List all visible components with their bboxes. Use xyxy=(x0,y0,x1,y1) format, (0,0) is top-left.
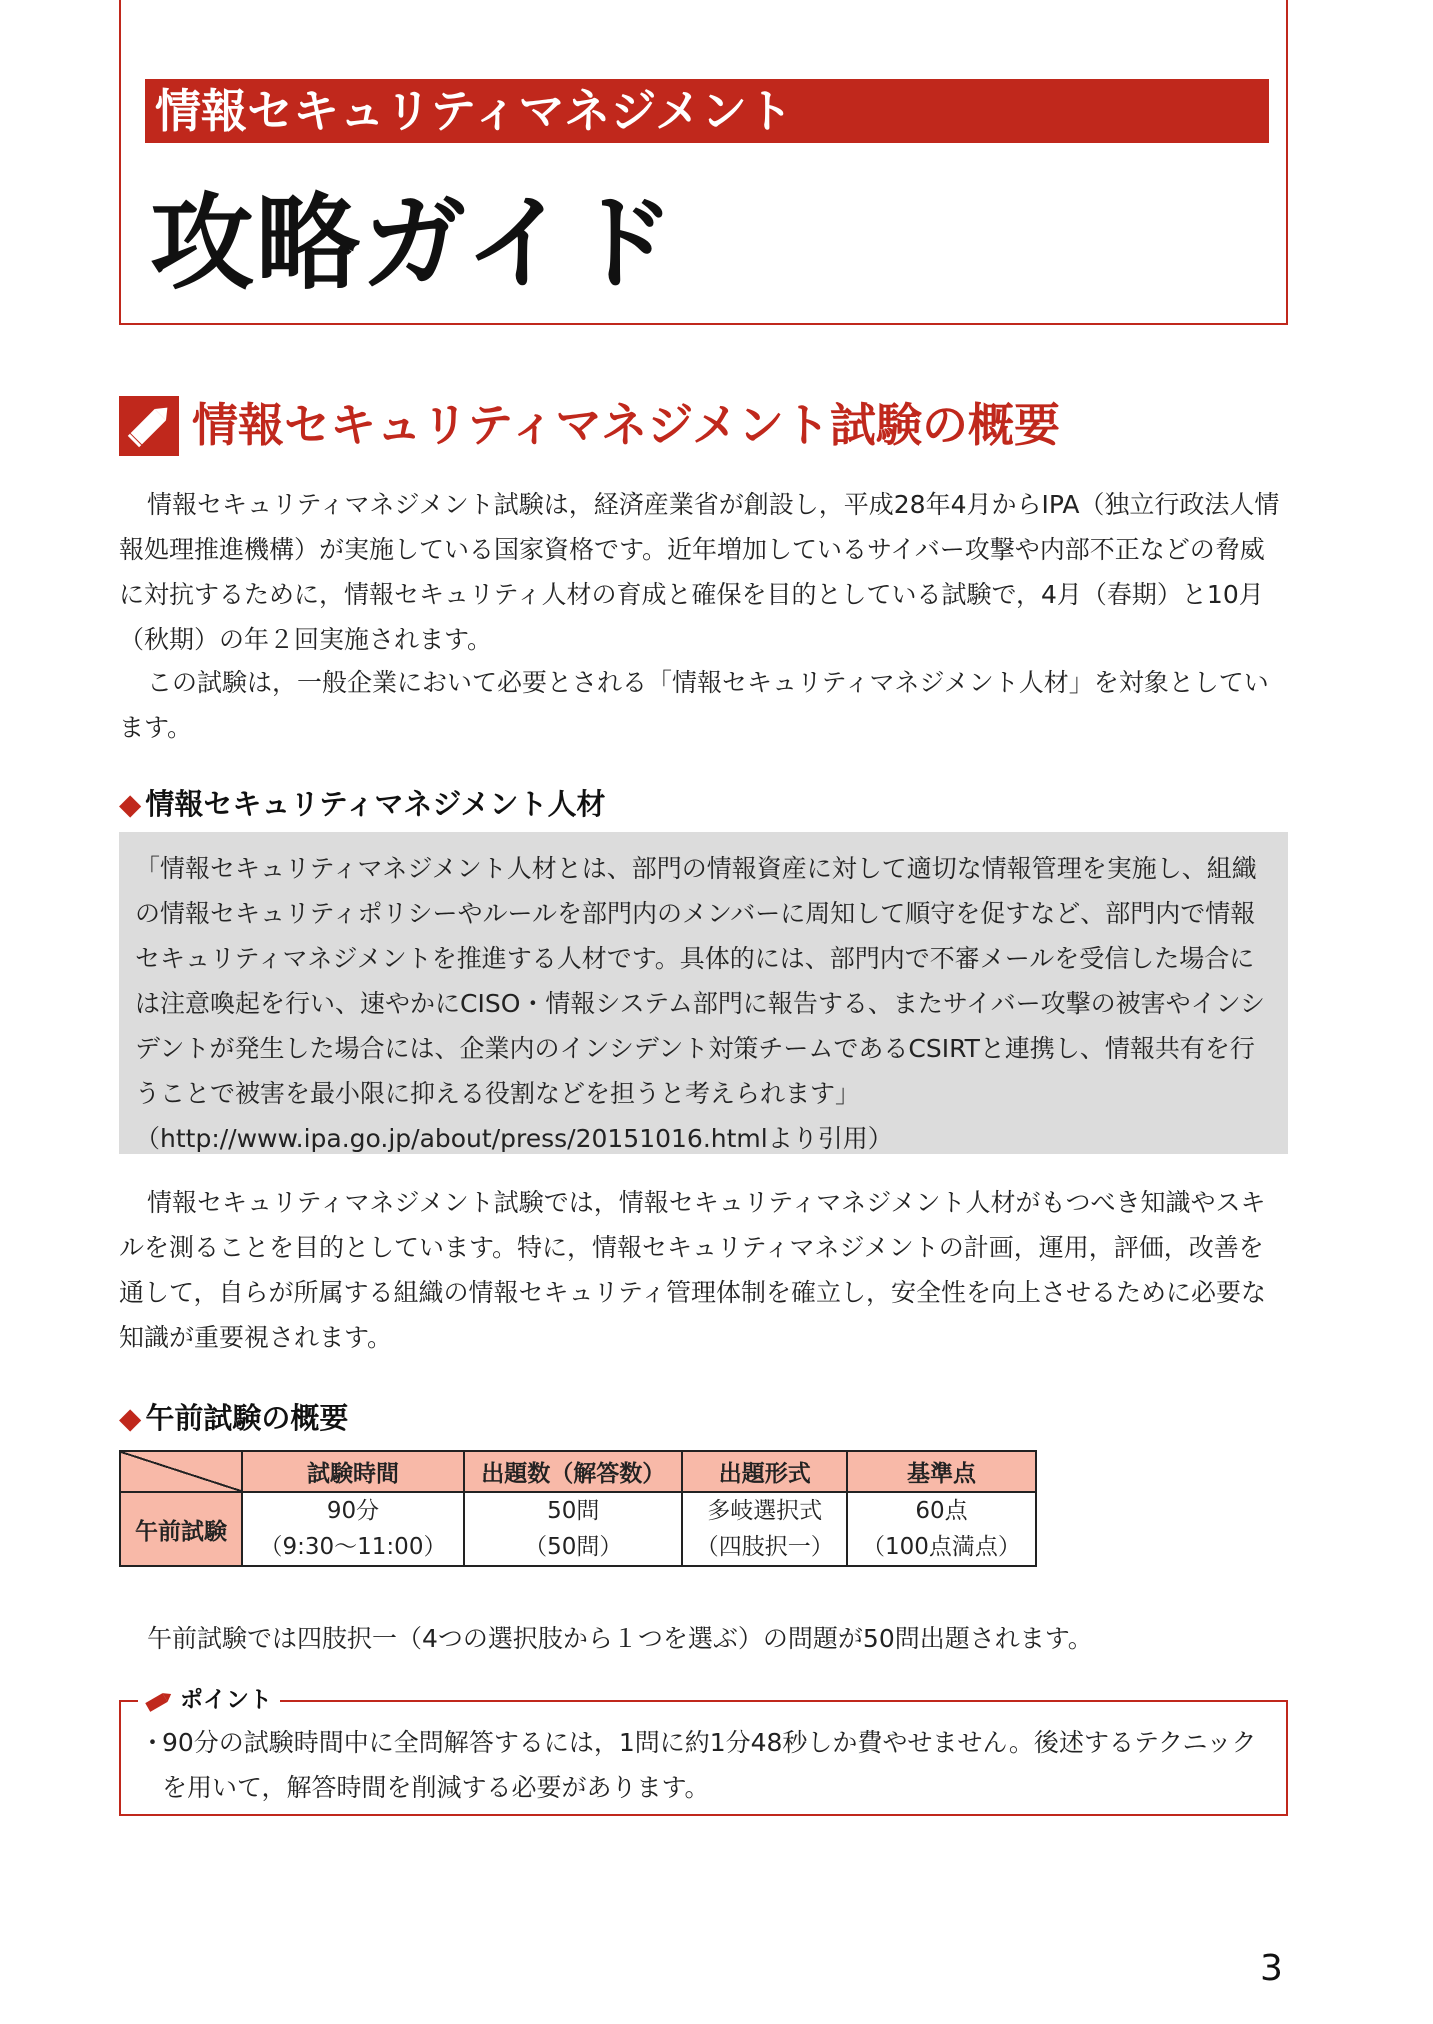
cell-format: 多岐選択式 （四肢択一） xyxy=(682,1492,846,1566)
table-corner-cell xyxy=(120,1451,242,1492)
page-number: 3 xyxy=(1260,1948,1283,1989)
row-label-morning: 午前試験 xyxy=(120,1492,242,1566)
page-title: 攻略ガイド xyxy=(150,182,677,304)
pencil-icon xyxy=(119,396,179,456)
morning-exam-paragraph: 午前試験では四肢択一（4つの選択肢から１つを選ぶ）の問題が50問出題されます。 xyxy=(147,1624,1093,1653)
point-text: ・ 90分の試験時間中に全問解答するには，1問に約1分48秒しか費やせません。後述するテクニックを用いて，解答時間を削減する必要があります。 xyxy=(140,1728,1257,1802)
header-passing-score: 基準点 xyxy=(847,1451,1036,1492)
target-paragraph: この試験は，一般企業において必要とされる「情報セキュリティマネジメント人材」を対象としています。 xyxy=(119,668,1269,742)
subheading-morning-exam: ◆ 午前試験の概要 xyxy=(119,1401,349,1435)
point-label: ポイント xyxy=(138,1682,280,1718)
subheading-personnel: ◆ 情報セキュリティマネジメント人材 xyxy=(119,787,606,821)
purpose-paragraph: 情報セキュリティマネジメント試験では，情報セキュリティマネジメント人材がもつべき知識やスキルを測ることを目的としています。特に，情報セキュリティマネジメントの計画，運用，評価，改善を通して，自らが所属する組織の情報セキュリティ管理体制を確立し，安全性を向上させるために必要な知識が重要視されます。 xyxy=(119,1188,1267,1352)
quote-box: 「情報セキュリティマネジメント人材とは、部門の情報資産に対して適切な情報管理を実施し、組織の情報セキュリティポリシーやルールを部門内のメンバーに周知して順守を促すなど、部門内で情報セキュリティマネジメントを推進する人材です。具体的には、部門内で不審メールを受信した場合には注意喚起を行い、速やかにCISO・情報システム部門に報告する、またサイバー攻撃の被害やインシデントが発生した場合には、企業内のインシデント対策チームであるCSIRTと連携し、情報共有を行うことで被害を最小限に抑える役割などを担うと考えられます」（http://www.ipa.go.jp/about/press/20151016.htmlより引用） xyxy=(119,832,1288,1154)
diamond-icon: ◆ xyxy=(119,1401,142,1435)
intro-paragraph: 情報セキュリティマネジメント試験は，経済産業省が創設し，平成28年4月からIPA（独立行政法人情報処理推進機構）が実施している国家資格です。近年増加しているサイバー攻撃や内部不正などの脅威に対抗するために，情報セキュリティ人材の育成と確保を目的としている試験で，4月（春期）と10月（秋期）の年２回実施されます。 xyxy=(119,490,1280,654)
header-band: 情報セキュリティマネジメント xyxy=(145,79,1269,143)
cell-exam-time: 90分 （9:30〜11:00） xyxy=(242,1492,464,1566)
exam-summary-table xyxy=(119,1450,1037,1567)
diamond-icon: ◆ xyxy=(119,787,142,821)
section-title: 情報セキュリティマネジメント試験の概要 xyxy=(192,398,1061,452)
header-format: 出題形式 xyxy=(682,1451,846,1492)
cell-question-count: 50問 （50問） xyxy=(464,1492,683,1566)
pencil-icon xyxy=(144,1690,174,1712)
cell-passing-score: 60点 （100点満点） xyxy=(847,1492,1036,1566)
header-question-count: 出題数（解答数） xyxy=(464,1451,683,1492)
header-exam-time: 試験時間 xyxy=(242,1451,464,1492)
